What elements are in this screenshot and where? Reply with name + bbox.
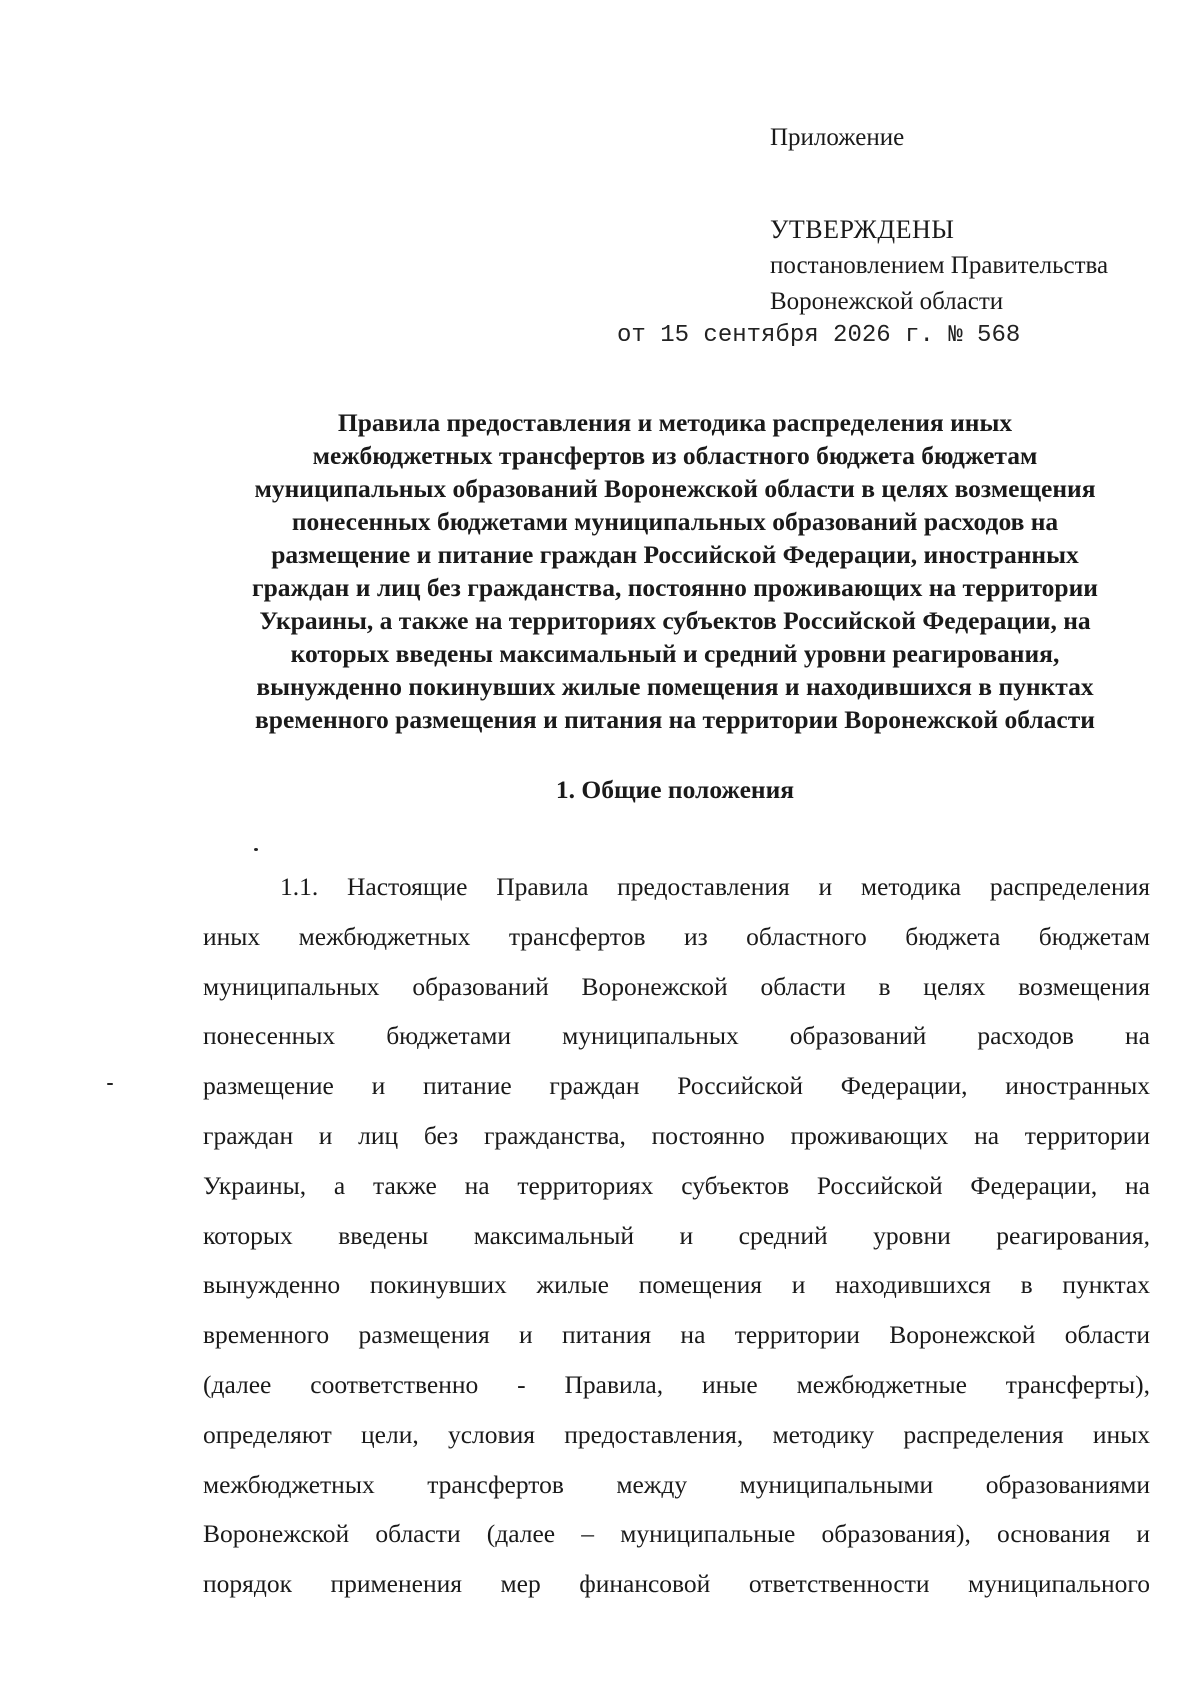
- document-title: [200, 406, 1150, 736]
- approved-heading: УТВЕРЖДЕНЫ: [770, 215, 955, 244]
- paragraph-line: которых введены максимальный и средний уровни реагирования,: [203, 1220, 1150, 1250]
- title-line: которых введены максимальный и средний уровни реагирования,: [290, 639, 1060, 668]
- title-line: временного размещения и питания на территории Воронежской области: [255, 705, 1095, 734]
- paragraph-line: вынужденно покинувших жилые помещения и находившихся в пунктах: [203, 1270, 1150, 1300]
- title-line: Украины, а также на территориях субъектов Российской Федерации, на: [259, 606, 1091, 635]
- paragraph-1-1: [203, 862, 1150, 1609]
- scan-artifact-dot: [254, 848, 258, 851]
- paragraph-line: понесенных бюджетами муниципальных образований расходов на: [203, 1021, 1150, 1051]
- paragraph-line: размещение и питание граждан Российской Федерации, иностранных: [203, 1071, 1150, 1101]
- title-line: межбюджетных трансфертов из областного бюджета бюджетам: [312, 441, 1038, 470]
- paragraph-line: Украины, а также на территориях субъектов Российской Федерации, на: [203, 1170, 1150, 1200]
- paragraph-line: временного размещения и питания на территории Воронежской области: [203, 1320, 1150, 1350]
- scan-artifact-dash: [107, 1083, 113, 1085]
- approved-by-line: постановлением Правительства: [770, 252, 1109, 279]
- section-heading: 1. Общие положения: [555, 775, 795, 804]
- paragraph-line: иных межбюджетных трансфертов из областного бюджета бюджетам: [203, 921, 1150, 951]
- title-line: понесенных бюджетами муниципальных образований расходов на: [291, 507, 1059, 536]
- paragraph-line: порядок применения мер финансовой ответственности муниципального: [203, 1569, 1150, 1599]
- paragraph-line: межбюджетных трансфертов между муниципальными образованиями: [203, 1469, 1150, 1499]
- paragraph-line: 1.1. Настоящие Правила предоставления и методика распределения: [280, 872, 1150, 901]
- title-line: Правила предоставления и методика распределения иных: [337, 408, 1013, 437]
- paragraph-line: Воронежской области (далее – муниципальные образования), основания и: [203, 1519, 1150, 1549]
- title-line: вынужденно покинувших жилые помещения и находившихся в пунктах: [256, 672, 1094, 701]
- title-line: граждан и лиц без гражданства, постоянно проживающих на территории: [252, 573, 1098, 602]
- paragraph-line: (далее соответственно - Правила, иные межбюджетные трансферты),: [203, 1369, 1150, 1399]
- title-line: муниципальных образований Воронежской области в целях возмещения: [254, 474, 1096, 503]
- paragraph-line: граждан и лиц без гражданства, постоянно проживающих на территории: [203, 1120, 1150, 1150]
- approved-region-line: Воронежской области: [770, 288, 1004, 315]
- title-line: размещение и питание граждан Российской Федерации, иностранных: [271, 540, 1079, 569]
- paragraph-line: определяют цели, условия предоставления, методику распределения иных: [203, 1419, 1150, 1449]
- approval-block: [770, 212, 1108, 320]
- decree-date-number: от 15 сентября 2026 г. № 568: [617, 322, 1021, 349]
- appendix-label: Приложение: [770, 124, 905, 151]
- paragraph-line: муниципальных образований Воронежской области в целях возмещения: [203, 971, 1150, 1001]
